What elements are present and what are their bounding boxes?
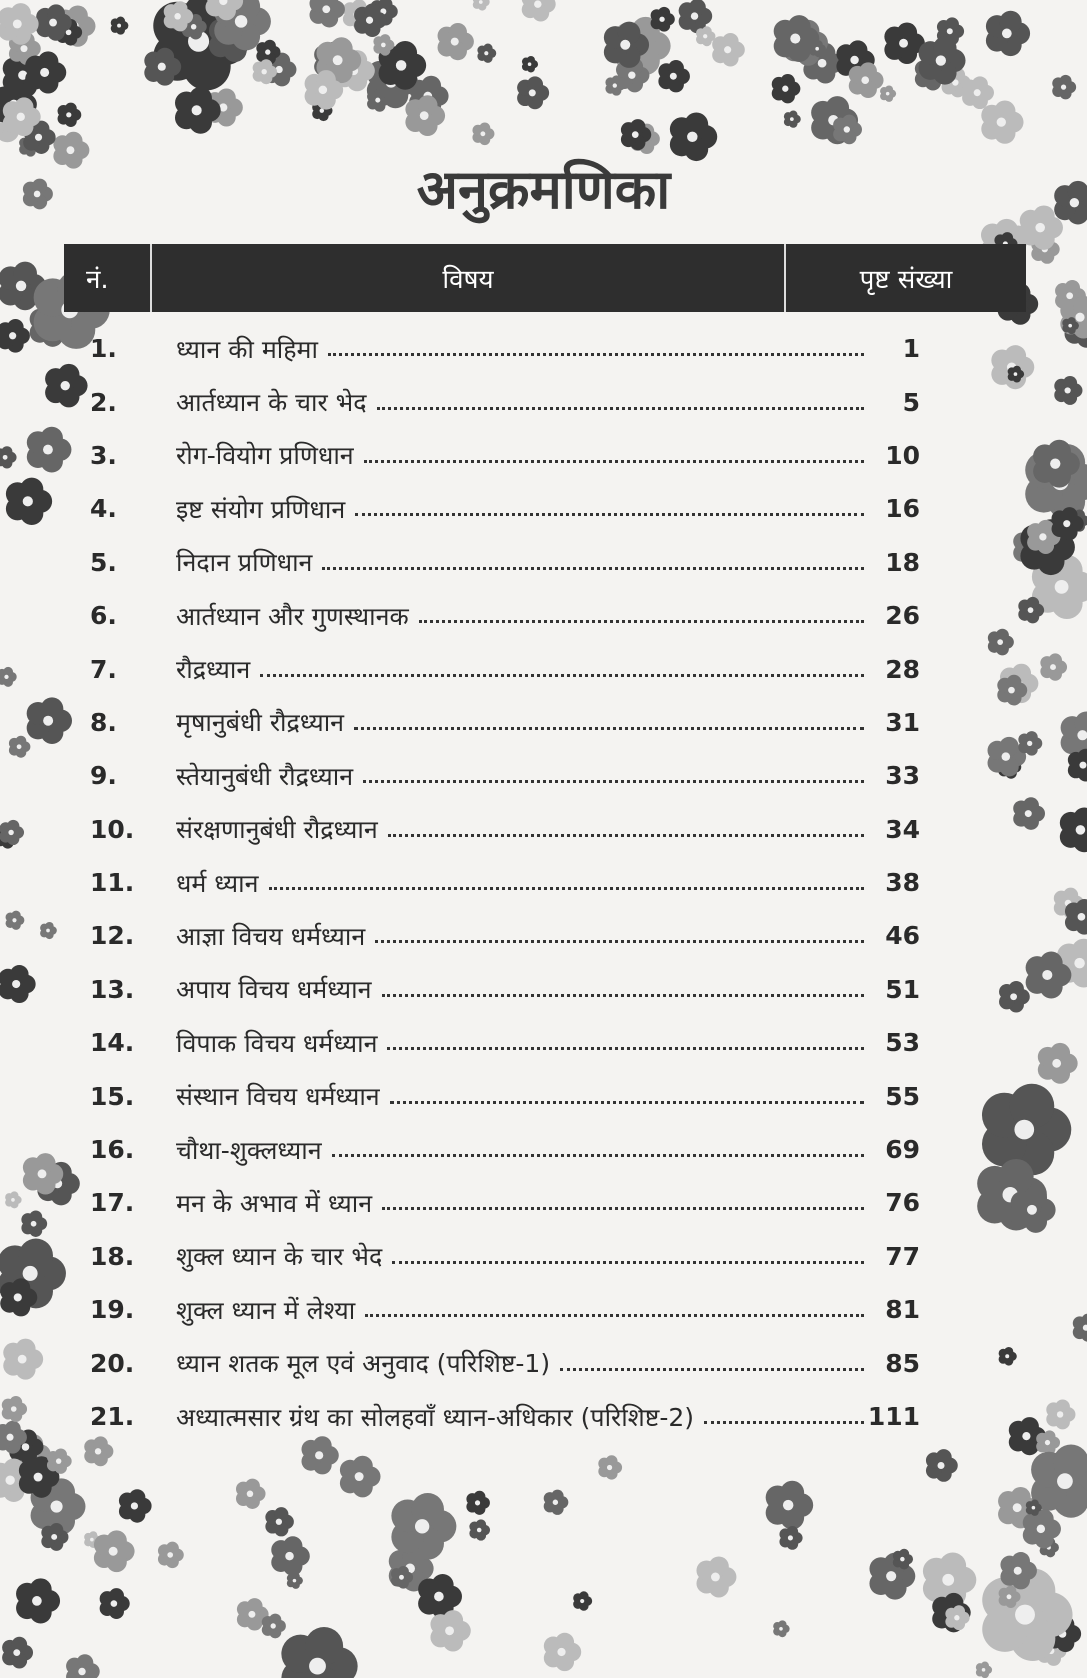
entry-number: 4. — [90, 494, 117, 524]
toc-entry — [90, 909, 920, 962]
entry-number: 18. — [90, 1241, 135, 1271]
dot-leader — [354, 727, 864, 730]
entry-page: 46 — [885, 921, 920, 951]
flower-icon — [1052, 75, 1076, 99]
toc-entry — [90, 963, 920, 1016]
entry-number: 20. — [90, 1348, 135, 1378]
entry-page: 55 — [885, 1081, 920, 1111]
flower-icon — [2, 1396, 27, 1422]
flower-icon — [926, 1449, 958, 1482]
entry-number: 12. — [90, 921, 135, 951]
toc-header-bar — [64, 244, 1026, 312]
toc-entry — [90, 1390, 920, 1443]
entry-page: 31 — [885, 707, 920, 737]
flower-icon — [391, 1493, 456, 1560]
toc-entry — [90, 375, 920, 428]
dot-leader — [364, 460, 864, 463]
entry-title: ध्यान की महिमा — [176, 334, 318, 364]
flower-icon — [262, 1614, 286, 1639]
flower-icon — [573, 1591, 592, 1610]
toc-entry — [90, 803, 920, 856]
entry-page: 38 — [885, 868, 920, 898]
flower-icon — [40, 922, 57, 939]
entry-number: 3. — [90, 440, 117, 470]
flower-icon — [111, 17, 129, 35]
flower-icon — [544, 1490, 569, 1515]
entry-title: संस्थान विचय धर्मध्यान — [176, 1082, 380, 1112]
flower-icon — [1073, 1314, 1087, 1342]
flower-icon — [281, 1627, 357, 1678]
entry-number: 2. — [90, 387, 117, 417]
flower-icon — [3, 1339, 43, 1380]
flower-icon — [849, 62, 884, 98]
flower-icon — [651, 7, 675, 32]
dot-leader — [560, 1368, 864, 1371]
entry-title: इष्ट संयोग प्रणिधान — [176, 494, 346, 524]
flower-icon — [0, 319, 30, 353]
toc-entry — [90, 536, 920, 589]
flower-icon — [988, 629, 1014, 656]
entry-page: 76 — [885, 1188, 920, 1218]
flower-icon — [991, 345, 1034, 389]
entry-page: 53 — [885, 1028, 920, 1058]
entry-number: 19. — [90, 1295, 135, 1325]
toc-entry — [90, 482, 920, 535]
entry-title: आर्तध्यान के चार भेद — [176, 388, 367, 418]
flower-icon — [962, 76, 994, 109]
entry-title: रोग-वियोग प्रणिधान — [176, 441, 354, 471]
flower-icon — [58, 103, 82, 127]
flower-icon — [477, 44, 496, 63]
dot-leader — [704, 1421, 864, 1424]
toc-entry — [90, 856, 920, 909]
entry-page: 26 — [885, 601, 920, 631]
dot-leader — [355, 513, 864, 516]
flower-icon — [779, 1526, 802, 1550]
flower-icon — [976, 1662, 992, 1678]
toc-entry — [90, 322, 920, 375]
flower-icon — [9, 736, 30, 758]
entry-title: रौद्रध्यान — [176, 655, 251, 685]
dot-leader — [387, 1047, 864, 1050]
toc-entry — [90, 1123, 920, 1176]
dot-leader — [365, 1314, 864, 1317]
entry-number: 17. — [90, 1188, 135, 1218]
flower-icon — [0, 965, 36, 1003]
flower-icon — [1046, 1399, 1075, 1429]
header-number: नं. — [64, 244, 152, 312]
toc-entry — [90, 1016, 920, 1069]
entry-title: शुक्ल ध्यान के चार भेद — [176, 1242, 383, 1272]
entry-page: 28 — [885, 654, 920, 684]
flower-icon — [236, 1479, 266, 1509]
entry-number: 15. — [90, 1081, 135, 1111]
entry-title: स्तेयानुबंधी रौद्रध्यान — [176, 761, 354, 791]
toc-entry — [90, 1283, 920, 1336]
entry-number: 13. — [90, 974, 135, 1004]
dot-leader — [328, 353, 864, 356]
entry-title: मन के अभाव में ध्यान — [176, 1188, 373, 1218]
entry-page: 111 — [867, 1402, 920, 1431]
entry-number: 10. — [90, 814, 135, 844]
flower-icon — [66, 1654, 100, 1678]
flower-icon — [999, 1347, 1017, 1366]
flower-icon — [784, 110, 801, 127]
flower-icon — [1054, 376, 1082, 405]
flower-icon — [27, 697, 72, 744]
dot-leader — [269, 887, 864, 890]
flower-icon — [438, 23, 474, 60]
toc-entry — [90, 696, 920, 749]
flower-icon — [544, 1633, 581, 1671]
flower-icon — [430, 1610, 470, 1651]
page-title: अनुक्रमणिका — [416, 158, 671, 221]
header-page: पृष्ट संख्या — [859, 265, 953, 295]
flower-icon — [100, 1588, 130, 1619]
entry-title: शुक्ल ध्यान में लेश्या — [176, 1295, 356, 1325]
flower-icon — [517, 76, 549, 109]
flower-icon — [712, 33, 745, 66]
flower-icon — [21, 1211, 47, 1237]
flower-icon — [0, 446, 17, 468]
entry-title: आर्तध्यान और गुणस्थानक — [176, 601, 409, 631]
entry-number: 16. — [90, 1135, 135, 1165]
flower-icon — [0, 667, 17, 687]
entry-page: 1 — [902, 334, 920, 364]
toc-list — [90, 322, 920, 1443]
entry-page: 5 — [902, 387, 920, 417]
entry-title: अपाय विचय धर्मध्यान — [176, 975, 372, 1005]
entry-number: 8. — [90, 707, 117, 737]
toc-entry — [90, 642, 920, 695]
dot-leader — [419, 620, 864, 623]
entry-number: 14. — [90, 1028, 135, 1058]
flower-icon — [0, 820, 24, 845]
flower-icon — [16, 1578, 60, 1623]
flower-icon — [6, 911, 25, 930]
flower-icon — [5, 1191, 21, 1208]
dot-leader — [363, 780, 864, 783]
flower-icon — [986, 11, 1030, 56]
dot-leader — [382, 1207, 864, 1210]
entry-title: ध्यान शतक मूल एवं अनुवाद (परिशिष्ट-1) — [176, 1349, 551, 1379]
entry-number: 1. — [90, 334, 117, 364]
entry-page: 33 — [885, 761, 920, 791]
entry-page: 77 — [885, 1241, 920, 1271]
flower-icon — [265, 1507, 294, 1536]
entry-page: 34 — [885, 814, 920, 844]
flower-icon — [981, 100, 1023, 143]
flower-icon — [1040, 653, 1067, 680]
toc-entry — [90, 589, 920, 642]
flower-icon — [658, 60, 690, 92]
entry-page: 81 — [885, 1295, 920, 1325]
entry-page: 85 — [885, 1348, 920, 1378]
entry-number: 6. — [90, 601, 117, 631]
toc-entry — [90, 1176, 920, 1229]
toc-entry — [90, 1069, 920, 1122]
header-subject: विषय — [152, 244, 786, 312]
flower-icon — [1038, 1043, 1078, 1084]
dot-leader — [332, 1154, 864, 1157]
flower-icon — [466, 1491, 490, 1515]
flower-icon — [1011, 1187, 1056, 1233]
flower-icon — [27, 427, 72, 473]
flower-icon — [1018, 731, 1042, 756]
toc-entry — [90, 1230, 920, 1283]
entry-page: 16 — [885, 494, 920, 524]
flower-icon — [772, 74, 801, 103]
dot-leader — [375, 940, 864, 943]
dot-leader — [390, 1101, 864, 1104]
flower-icon — [1013, 797, 1045, 830]
entry-page: 51 — [885, 974, 920, 1004]
flower-icon — [25, 51, 66, 93]
dot-leader — [388, 834, 864, 837]
entry-number: 9. — [90, 761, 117, 791]
flower-icon — [598, 1455, 622, 1479]
dot-leader — [382, 994, 865, 997]
flower-icon — [696, 1556, 736, 1597]
flower-icon — [271, 1536, 310, 1576]
flower-icon — [45, 364, 87, 408]
flower-icon — [472, 123, 494, 146]
flower-icon — [766, 1481, 814, 1530]
entry-number: 7. — [90, 654, 117, 684]
entry-number: 21. — [90, 1402, 135, 1431]
flower-icon — [119, 1489, 152, 1522]
dot-leader — [377, 407, 864, 410]
entry-title: निदान प्रणिधान — [176, 548, 313, 578]
flower-icon — [884, 22, 924, 63]
entry-title: मृषानुबंधी रौद्रध्यान — [176, 708, 345, 738]
dot-leader — [260, 674, 864, 677]
entry-number: 5. — [90, 547, 117, 577]
entry-title: अध्यात्मसार ग्रंथ का सोलहवाँ ध्यान-अधिकार (परिशिष्ट-2) — [176, 1402, 695, 1432]
flower-icon — [158, 1542, 184, 1568]
entry-title: विपाक विचय धर्मध्यान — [176, 1028, 378, 1058]
entry-number: 11. — [90, 868, 135, 898]
entry-page: 69 — [885, 1135, 920, 1165]
dot-leader — [392, 1261, 864, 1264]
dot-leader — [322, 567, 864, 570]
entry-title: धर्म ध्यान — [176, 868, 259, 898]
flower-icon — [880, 85, 896, 101]
flower-icon — [522, 56, 538, 72]
flower-icon — [999, 981, 1030, 1013]
flower-icon — [47, 1448, 72, 1473]
flower-icon — [6, 478, 52, 525]
entry-title: संरक्षणानुबंधी रौद्रध्यान — [176, 815, 378, 845]
toc-entry — [90, 429, 920, 482]
flower-icon — [2, 1637, 33, 1669]
flower-icon — [469, 1519, 490, 1540]
flower-icon — [522, 0, 556, 22]
entry-page: 10 — [885, 440, 920, 470]
flower-icon — [1036, 1430, 1060, 1454]
toc-entry — [90, 1336, 920, 1389]
flower-icon — [773, 1620, 789, 1637]
entry-page: 18 — [885, 547, 920, 577]
flower-icon — [893, 1549, 913, 1570]
flower-icon — [982, 1084, 1071, 1176]
flower-icon — [94, 1530, 135, 1572]
flower-icon — [340, 1456, 381, 1498]
flower-icon — [1060, 808, 1087, 853]
flower-icon — [310, 0, 345, 27]
entry-title: आज्ञा विचय धर्मध्यान — [176, 921, 366, 951]
toc-entry — [90, 749, 920, 802]
entry-title: चौथा-शुक्लध्यान — [176, 1135, 322, 1165]
flower-icon — [473, 0, 490, 11]
